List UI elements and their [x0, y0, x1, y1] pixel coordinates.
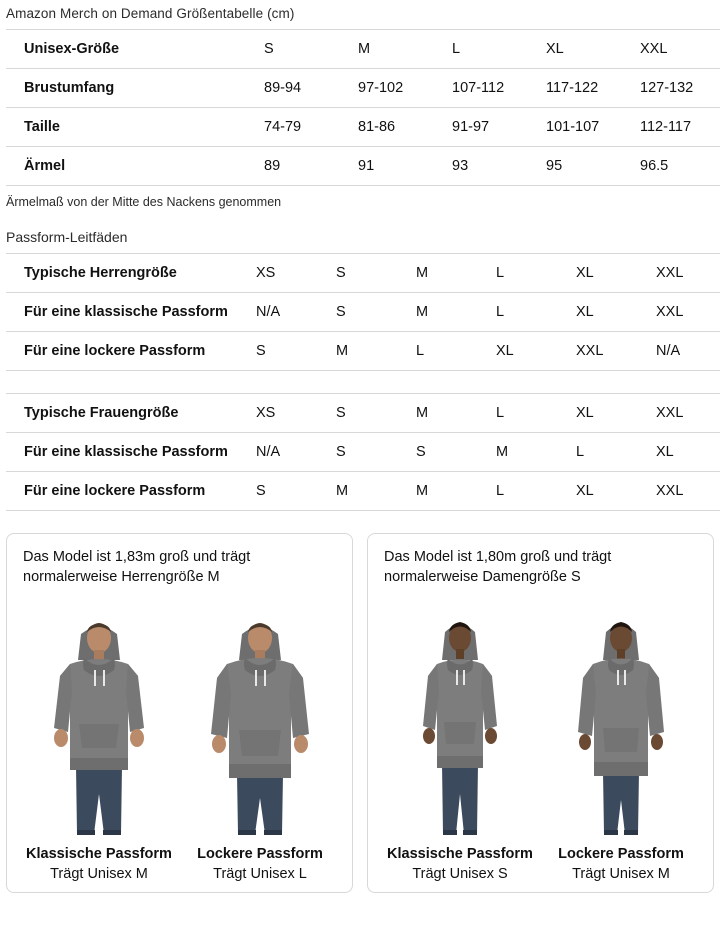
cell: M — [416, 254, 496, 293]
row-label: Für eine klassische Passform — [6, 433, 256, 472]
cell: XXL — [656, 394, 720, 433]
cell: XXL — [656, 293, 720, 332]
female-model-relaxed-fit-image — [546, 598, 696, 838]
cell: S — [336, 433, 416, 472]
cell: L — [576, 433, 656, 472]
cell: 95 — [546, 147, 640, 186]
cell: 89-94 — [264, 69, 358, 108]
fit-name: Lockere Passform — [558, 846, 684, 862]
sleeve-measurement-note: Ärmelmaß von der Mitte des Nackens genommen — [6, 195, 282, 209]
figure-relaxed-fit — [545, 598, 697, 882]
cell: XS — [256, 394, 336, 433]
model-caption: Das Model ist 1,83m groß und trägt normalerweise Herrengröße M — [23, 549, 251, 585]
cell: N/A — [256, 293, 336, 332]
cell: 127-132 — [640, 69, 720, 108]
cell: XL — [496, 332, 576, 371]
cell: XL — [546, 30, 640, 69]
model-card-womens — [367, 533, 714, 893]
cell: XL — [576, 254, 656, 293]
figure-row — [23, 598, 336, 882]
cell: L — [496, 394, 576, 433]
cell: 91 — [358, 147, 452, 186]
cell: S — [336, 254, 416, 293]
figure-classic-fit — [384, 598, 536, 882]
cell: 89 — [264, 147, 358, 186]
fit-size: Trägt Unisex L — [213, 866, 307, 882]
table-row — [6, 472, 720, 511]
cell: 81-86 — [358, 108, 452, 147]
page-title: Amazon Merch on Demand Größentabelle (cm) — [6, 6, 295, 21]
cell: 97-102 — [358, 69, 452, 108]
cell: N/A — [256, 433, 336, 472]
table-row — [6, 433, 720, 472]
cell: XL — [576, 394, 656, 433]
cell: L — [416, 332, 496, 371]
table-row — [6, 254, 720, 293]
figure-row — [384, 598, 697, 882]
cell: L — [496, 254, 576, 293]
cell: N/A — [656, 332, 720, 371]
cell: XXL — [576, 332, 656, 371]
row-label: Brustumfang — [6, 69, 264, 108]
row-label: Taille — [6, 108, 264, 147]
cell: XXL — [640, 30, 720, 69]
cell: 101-107 — [546, 108, 640, 147]
table-row — [6, 69, 720, 108]
male-model-classic-fit-image — [24, 598, 174, 838]
cell: L — [452, 30, 546, 69]
table-row — [6, 332, 720, 371]
model-card-mens — [6, 533, 353, 893]
cell: 107-112 — [452, 69, 546, 108]
cell: XL — [576, 472, 656, 511]
cell: XXL — [656, 472, 720, 511]
male-model-relaxed-fit-image — [185, 598, 335, 838]
fit-size: Trägt Unisex S — [412, 866, 508, 882]
fit-size: Trägt Unisex M — [50, 866, 148, 882]
fit-size: Trägt Unisex M — [572, 866, 670, 882]
row-label: Für eine lockere Passform — [6, 332, 256, 371]
fit-name: Klassische Passform — [387, 846, 533, 862]
female-model-classic-fit-image — [385, 598, 535, 838]
cell: S — [264, 30, 358, 69]
row-label: Für eine klassische Passform — [6, 293, 256, 332]
cell: L — [496, 472, 576, 511]
cell: S — [256, 332, 336, 371]
cell: 117-122 — [546, 69, 640, 108]
row-label: Typische Herrengröße — [6, 254, 256, 293]
cell: 93 — [452, 147, 546, 186]
cell: S — [416, 433, 496, 472]
table-row — [6, 30, 720, 69]
cell: L — [496, 293, 576, 332]
table-row — [6, 108, 720, 147]
cell: M — [336, 472, 416, 511]
cell: 74-79 — [264, 108, 358, 147]
table-row — [6, 147, 720, 186]
row-label: Ärmel — [6, 147, 264, 186]
model-cards — [6, 533, 714, 893]
cell: 112-117 — [640, 108, 720, 147]
cell: S — [336, 293, 416, 332]
fit-name: Lockere Passform — [197, 846, 323, 862]
cell: M — [416, 472, 496, 511]
fit-name: Klassische Passform — [26, 846, 172, 862]
cell: M — [358, 30, 452, 69]
row-label: Typische Frauengröße — [6, 394, 256, 433]
cell: M — [416, 394, 496, 433]
cell: XL — [656, 433, 720, 472]
cell: S — [336, 394, 416, 433]
table-row — [6, 293, 720, 332]
figure-relaxed-fit — [184, 598, 336, 882]
row-label: Unisex-Größe — [6, 30, 264, 69]
cell: 96.5 — [640, 147, 720, 186]
cell: M — [416, 293, 496, 332]
cell: M — [496, 433, 576, 472]
mens-fit-table — [6, 253, 720, 371]
unisex-size-table — [6, 29, 720, 186]
cell: M — [336, 332, 416, 371]
cell: 91-97 — [452, 108, 546, 147]
cell: XS — [256, 254, 336, 293]
cell: XL — [576, 293, 656, 332]
figure-classic-fit — [23, 598, 175, 882]
table-row — [6, 394, 720, 433]
row-label: Für eine lockere Passform — [6, 472, 256, 511]
cell: S — [256, 472, 336, 511]
table-spacer — [4, 371, 716, 393]
cell: XXL — [656, 254, 720, 293]
model-caption: Das Model ist 1,80m groß und trägt normalerweise Damengröße S — [384, 549, 612, 585]
womens-fit-table — [6, 393, 720, 511]
fit-guides-label: Passform-Leitfäden — [6, 229, 128, 245]
